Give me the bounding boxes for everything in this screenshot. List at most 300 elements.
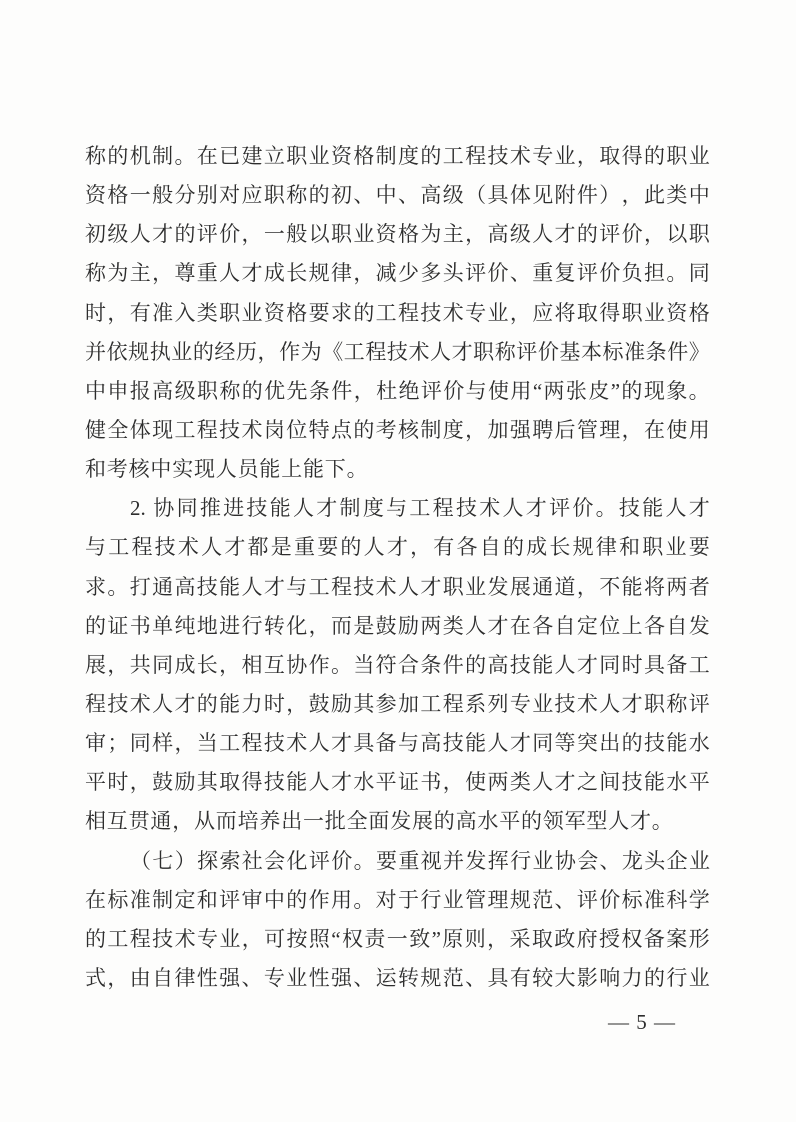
glyph: 。 <box>107 574 129 599</box>
glyph: 附 <box>554 183 576 208</box>
glyph: 负 <box>621 261 643 286</box>
glyph: 共 <box>129 652 151 677</box>
glyph: 。 <box>353 848 375 873</box>
glyph: “ <box>331 926 341 951</box>
glyph: ， <box>509 300 531 325</box>
glyph: 推 <box>199 496 221 521</box>
glyph: 取 <box>531 926 553 951</box>
glyph: 备 <box>375 731 397 756</box>
glyph: 般 <box>286 222 308 247</box>
glyph: 专 <box>465 300 487 325</box>
glyph: 度 <box>442 417 464 442</box>
glyph: 社 <box>241 848 263 873</box>
glyph: 励 <box>398 613 420 638</box>
text-line <box>85 496 710 535</box>
glyph: 同 <box>688 261 710 286</box>
glyph: 间 <box>599 770 621 795</box>
glyph: 程 <box>330 574 352 599</box>
glyph: 象 <box>666 378 688 403</box>
glyph: 才 <box>487 613 509 638</box>
glyph: 的 <box>576 222 598 247</box>
glyph: 程 <box>442 691 464 716</box>
glyph: ， <box>643 222 665 247</box>
glyph: 龙 <box>621 848 643 873</box>
glyph: 高 <box>420 731 442 756</box>
glyph: 程 <box>465 144 487 168</box>
glyph: 励 <box>174 770 196 795</box>
glyph: 。 <box>595 496 617 521</box>
glyph: 时 <box>263 691 285 716</box>
glyph: 审 <box>85 731 106 756</box>
glyph: 备 <box>666 652 688 677</box>
glyph: ， <box>576 144 598 168</box>
glyph: ， <box>410 535 432 560</box>
glyph: 才 <box>224 535 246 560</box>
glyph: 工 <box>174 417 196 442</box>
glyph: 使 <box>666 417 688 442</box>
glyph: 行 <box>666 965 688 990</box>
glyph: 类 <box>509 770 531 795</box>
glyph: 度 <box>398 144 420 168</box>
glyph: 条 <box>420 652 442 677</box>
glyph: 管 <box>465 887 487 912</box>
glyph: 业 <box>241 300 263 325</box>
text-line <box>85 692 710 731</box>
text-line <box>85 379 710 418</box>
glyph: 原 <box>442 926 464 951</box>
glyph: 现 <box>643 378 665 403</box>
glyph: 能 <box>286 770 308 795</box>
glyph: 强 <box>509 417 531 442</box>
glyph: ” <box>610 378 621 403</box>
glyph: ， <box>241 926 263 951</box>
glyph: 中 <box>263 887 285 912</box>
glyph: 能 <box>666 731 688 756</box>
glyph: ， <box>219 652 241 677</box>
glyph: 互 <box>263 652 285 677</box>
glyph: 以 <box>308 222 330 247</box>
glyph: 评 <box>420 378 442 403</box>
glyph: 中 <box>375 183 397 208</box>
glyph: 和 <box>196 887 218 912</box>
glyph: 样 <box>152 731 174 756</box>
glyph: 一 <box>129 183 151 208</box>
glyph: 符 <box>375 652 397 677</box>
glyph: 术 <box>479 496 501 521</box>
glyph: 府 <box>576 926 598 951</box>
glyph: 当 <box>353 652 375 677</box>
glyph: 则 <box>464 926 486 951</box>
glyph: 业 <box>665 535 687 560</box>
glyph: 重 <box>196 261 218 286</box>
glyph: 术 <box>177 535 199 560</box>
glyph: 才 <box>621 691 643 716</box>
glyph: 经 <box>214 339 236 364</box>
glyph: 价 <box>621 222 643 247</box>
glyph: 岗 <box>263 417 285 442</box>
glyph: 证 <box>398 770 420 795</box>
glyph: ” <box>431 926 441 951</box>
glyph: 技 <box>455 496 477 521</box>
glyph: 杜 <box>376 378 398 403</box>
glyph: 和 <box>619 535 641 560</box>
glyph: 各 <box>532 613 554 638</box>
glyph: 平 <box>85 770 106 795</box>
glyph: 取 <box>576 300 598 325</box>
glyph: 具 <box>487 965 509 990</box>
glyph: 为 <box>107 261 129 286</box>
glyph: 系 <box>465 691 487 716</box>
glyph: 才 <box>174 691 196 716</box>
glyph: 业 <box>219 926 241 951</box>
glyph: 件 <box>667 339 689 364</box>
glyph: ， <box>257 339 279 364</box>
glyph: 成 <box>526 535 548 560</box>
glyph: 技 <box>442 731 464 756</box>
glyph: 《 <box>322 339 344 364</box>
glyph: 的 <box>420 144 442 168</box>
glyph: 术 <box>576 691 598 716</box>
glyph: 程 <box>129 926 151 951</box>
glyph: 健 <box>85 417 106 442</box>
glyph: 用 <box>330 887 352 912</box>
glyph: 技 <box>554 691 576 716</box>
glyph: 人 <box>599 691 621 716</box>
glyph: 评 <box>196 222 218 247</box>
glyph: 由 <box>129 965 151 990</box>
glyph: 影 <box>576 965 598 990</box>
glyph: 职 <box>442 574 464 599</box>
glyph: ， <box>107 300 129 325</box>
glyph: 资 <box>330 144 352 168</box>
glyph: 规 <box>308 261 330 286</box>
glyph: 多 <box>420 261 442 286</box>
glyph: 人 <box>308 770 330 795</box>
glyph: ， <box>107 652 129 677</box>
glyph: 聘 <box>532 417 554 442</box>
glyph: 职 <box>286 144 308 168</box>
glyph: 授 <box>599 926 621 951</box>
glyph: ， <box>107 965 129 990</box>
glyph: 参 <box>375 691 397 716</box>
glyph: 评 <box>599 222 621 247</box>
glyph: 要 <box>375 848 397 873</box>
glyph: 与 <box>85 535 106 560</box>
glyph: ， <box>174 731 196 756</box>
glyph: 发 <box>487 574 509 599</box>
glyph: 件 <box>442 652 464 677</box>
glyph: 复 <box>554 261 576 286</box>
glyph: 人 <box>465 613 487 638</box>
glyph: 主 <box>442 222 464 247</box>
glyph: 才 <box>554 770 576 795</box>
glyph: 为 <box>300 339 322 364</box>
glyph: 的 <box>502 535 524 560</box>
glyph: 发 <box>465 848 487 873</box>
glyph: 称 <box>666 691 688 716</box>
glyph: 、 <box>599 848 621 873</box>
glyph: 术 <box>174 926 196 951</box>
glyph: 都 <box>247 535 269 560</box>
glyph: ， <box>353 261 375 286</box>
glyph: 其 <box>196 770 218 795</box>
glyph: 使 <box>488 378 510 403</box>
glyph: 规 <box>509 887 531 912</box>
glyph: 格 <box>398 222 420 247</box>
glyph: 出 <box>599 731 621 756</box>
glyph: 业 <box>532 691 554 716</box>
glyph: 称 <box>85 261 106 286</box>
glyph: 人 <box>292 496 314 521</box>
glyph: 与 <box>286 574 308 599</box>
glyph: ， <box>487 926 509 951</box>
glyph: 定 <box>576 613 598 638</box>
glyph: 强 <box>330 965 352 990</box>
glyph: 能 <box>269 496 291 521</box>
glyph: 有 <box>129 300 151 325</box>
glyph: 主 <box>129 261 151 286</box>
glyph: 头 <box>644 848 666 873</box>
glyph: 先 <box>286 378 308 403</box>
glyph: 术 <box>408 339 430 364</box>
glyph: 以 <box>666 222 688 247</box>
text-line <box>85 535 710 574</box>
glyph: 作 <box>308 652 330 677</box>
glyph: 的 <box>353 300 375 325</box>
glyph: 励 <box>330 691 352 716</box>
glyph: 平 <box>375 770 397 795</box>
glyph: 式 <box>85 965 106 990</box>
glyph: 工 <box>688 652 710 677</box>
glyph: 人 <box>502 496 524 521</box>
glyph: 打 <box>129 574 151 599</box>
page-number: — 5 — <box>608 1010 676 1034</box>
glyph: 依 <box>106 339 128 364</box>
glyph: 中 <box>85 378 106 403</box>
glyph: 纯 <box>174 613 196 638</box>
text-line <box>85 301 710 340</box>
glyph: 资 <box>375 222 397 247</box>
glyph: ， <box>129 770 151 795</box>
glyph: 职 <box>473 339 495 364</box>
glyph: 自 <box>152 965 174 990</box>
glyph: 人 <box>201 535 223 560</box>
glyph: 是 <box>353 613 375 638</box>
glyph: 者 <box>688 574 710 599</box>
glyph: 类 <box>196 300 218 325</box>
glyph: 技 <box>621 770 643 795</box>
glyph: 的 <box>621 731 643 756</box>
glyph: 使 <box>465 770 487 795</box>
glyph: 并 <box>443 848 465 873</box>
glyph: 类 <box>666 183 688 208</box>
glyph: 具 <box>353 731 375 756</box>
glyph: 级 <box>509 222 531 247</box>
glyph: 鼓 <box>375 613 397 638</box>
glyph: 要 <box>688 535 710 560</box>
glyph: 。 <box>330 652 352 677</box>
glyph: 工 <box>308 574 330 599</box>
glyph: 水 <box>688 731 710 756</box>
glyph: 规 <box>420 965 442 990</box>
glyph: 专 <box>196 926 218 951</box>
glyph: 才 <box>316 496 338 521</box>
glyph: 等 <box>554 731 576 756</box>
text-line <box>85 418 710 457</box>
glyph: 件 <box>576 183 598 208</box>
glyph: 为 <box>420 222 442 247</box>
glyph: 性 <box>196 965 218 990</box>
glyph: 价 <box>487 261 509 286</box>
glyph: 力 <box>241 691 263 716</box>
glyph: 评 <box>576 887 598 912</box>
glyph: 的 <box>196 691 218 716</box>
glyph: 合 <box>398 652 420 677</box>
glyph: 同 <box>129 731 151 756</box>
glyph: 会 <box>577 848 599 873</box>
glyph: 资 <box>85 183 106 208</box>
glyph: 技 <box>618 496 640 521</box>
glyph: 自 <box>554 613 576 638</box>
glyph: 而 <box>330 613 352 638</box>
glyph: 业 <box>688 848 710 873</box>
glyph: 技 <box>509 652 531 677</box>
glyph: 技 <box>196 574 218 599</box>
glyph: 书 <box>129 613 151 638</box>
text-line <box>85 575 710 614</box>
glyph: 展 <box>85 652 106 677</box>
glyph: 长 <box>549 535 571 560</box>
glyph: 才 <box>386 535 408 560</box>
glyph: 才 <box>330 770 352 795</box>
glyph: 称 <box>85 144 106 168</box>
glyph: 技 <box>643 731 665 756</box>
glyph: 挥 <box>487 848 509 873</box>
glyph: 索 <box>219 848 241 873</box>
glyph: 长 <box>286 261 308 286</box>
glyph: 工 <box>108 535 130 560</box>
glyph: 重 <box>532 261 554 286</box>
glyph: 应 <box>532 300 554 325</box>
glyph: 标 <box>621 887 643 912</box>
glyph: 高 <box>487 222 509 247</box>
glyph: 绝 <box>398 378 420 403</box>
glyph: 高 <box>420 183 442 208</box>
glyph: ， <box>442 770 464 795</box>
glyph: 分 <box>174 183 196 208</box>
glyph: 业 <box>442 887 464 912</box>
glyph: 其 <box>353 691 375 716</box>
glyph: 。 <box>666 261 688 286</box>
glyph: ， <box>308 613 330 638</box>
glyph: 职 <box>643 691 665 716</box>
glyph: 建 <box>241 144 263 168</box>
glyph: 格 <box>107 183 129 208</box>
glyph: 企 <box>666 848 688 873</box>
glyph: 见 <box>532 183 554 208</box>
glyph: 展 <box>509 574 531 599</box>
glyph: 评 <box>688 691 710 716</box>
glyph: 业 <box>171 339 193 364</box>
glyph: 价 <box>537 339 559 364</box>
glyph: 才 <box>576 652 598 677</box>
glyph: 体 <box>129 417 151 442</box>
glyph: ， <box>286 691 308 716</box>
glyph: 技 <box>386 339 408 364</box>
glyph: ， <box>621 417 643 442</box>
glyph: 称 <box>219 378 241 403</box>
glyph: 条 <box>308 378 330 403</box>
glyph: 重 <box>398 848 420 873</box>
glyph: 格 <box>688 300 710 325</box>
glyph: 初 <box>85 222 106 247</box>
glyph: ， <box>241 222 263 247</box>
glyph: 才 <box>420 574 442 599</box>
glyph: 业 <box>465 574 487 599</box>
glyph: 较 <box>532 965 554 990</box>
text-line <box>85 653 710 692</box>
text-line <box>85 888 710 927</box>
glyph: 核 <box>398 417 420 442</box>
glyph: ， <box>465 222 487 247</box>
glyph: 技 <box>246 496 268 521</box>
document-body <box>85 144 710 1005</box>
glyph: 位 <box>599 613 621 638</box>
glyph: 化 <box>286 613 308 638</box>
glyph: 备 <box>643 926 665 951</box>
glyph: 。 <box>174 144 196 168</box>
glyph: 加 <box>398 691 420 716</box>
glyph: 理 <box>487 887 509 912</box>
glyph: 才 <box>451 339 473 364</box>
glyph: 报 <box>129 378 151 403</box>
glyph: 求 <box>330 300 352 325</box>
glyph: 得 <box>621 144 643 168</box>
glyph: 规 <box>128 339 150 364</box>
glyph: 人 <box>152 691 174 716</box>
glyph: 在 <box>643 417 665 442</box>
glyph: 自 <box>479 535 501 560</box>
glyph: 责 <box>364 926 386 951</box>
text-line: 相互贯通，从而培养出一批全面发展的高水平的领军型人才。 <box>85 809 674 834</box>
glyph: 同 <box>176 496 198 521</box>
glyph: “ <box>532 378 543 403</box>
glyph: 时 <box>107 770 129 795</box>
glyph: 探 <box>197 848 219 873</box>
glyph: 权 <box>342 926 364 951</box>
glyph: 中 <box>688 183 710 208</box>
glyph: 平 <box>688 770 710 795</box>
glyph: 条 <box>645 339 667 364</box>
glyph: 级 <box>107 222 129 247</box>
glyph: ） <box>599 183 621 208</box>
glyph: 制 <box>375 144 397 168</box>
glyph: 的 <box>643 144 665 168</box>
glyph: 人 <box>554 652 576 677</box>
glyph: 的 <box>286 887 308 912</box>
glyph: 、 <box>509 261 531 286</box>
glyph: 的 <box>174 222 196 247</box>
glyph: 将 <box>643 574 665 599</box>
glyph: 职 <box>688 222 710 247</box>
glyph: 制 <box>420 417 442 442</box>
glyph: 的 <box>465 652 487 677</box>
glyph: 协 <box>153 496 175 521</box>
glyph: 业 <box>554 144 576 168</box>
glyph: 头 <box>442 261 464 286</box>
glyph: 同 <box>599 652 621 677</box>
glyph: 的 <box>308 183 330 208</box>
